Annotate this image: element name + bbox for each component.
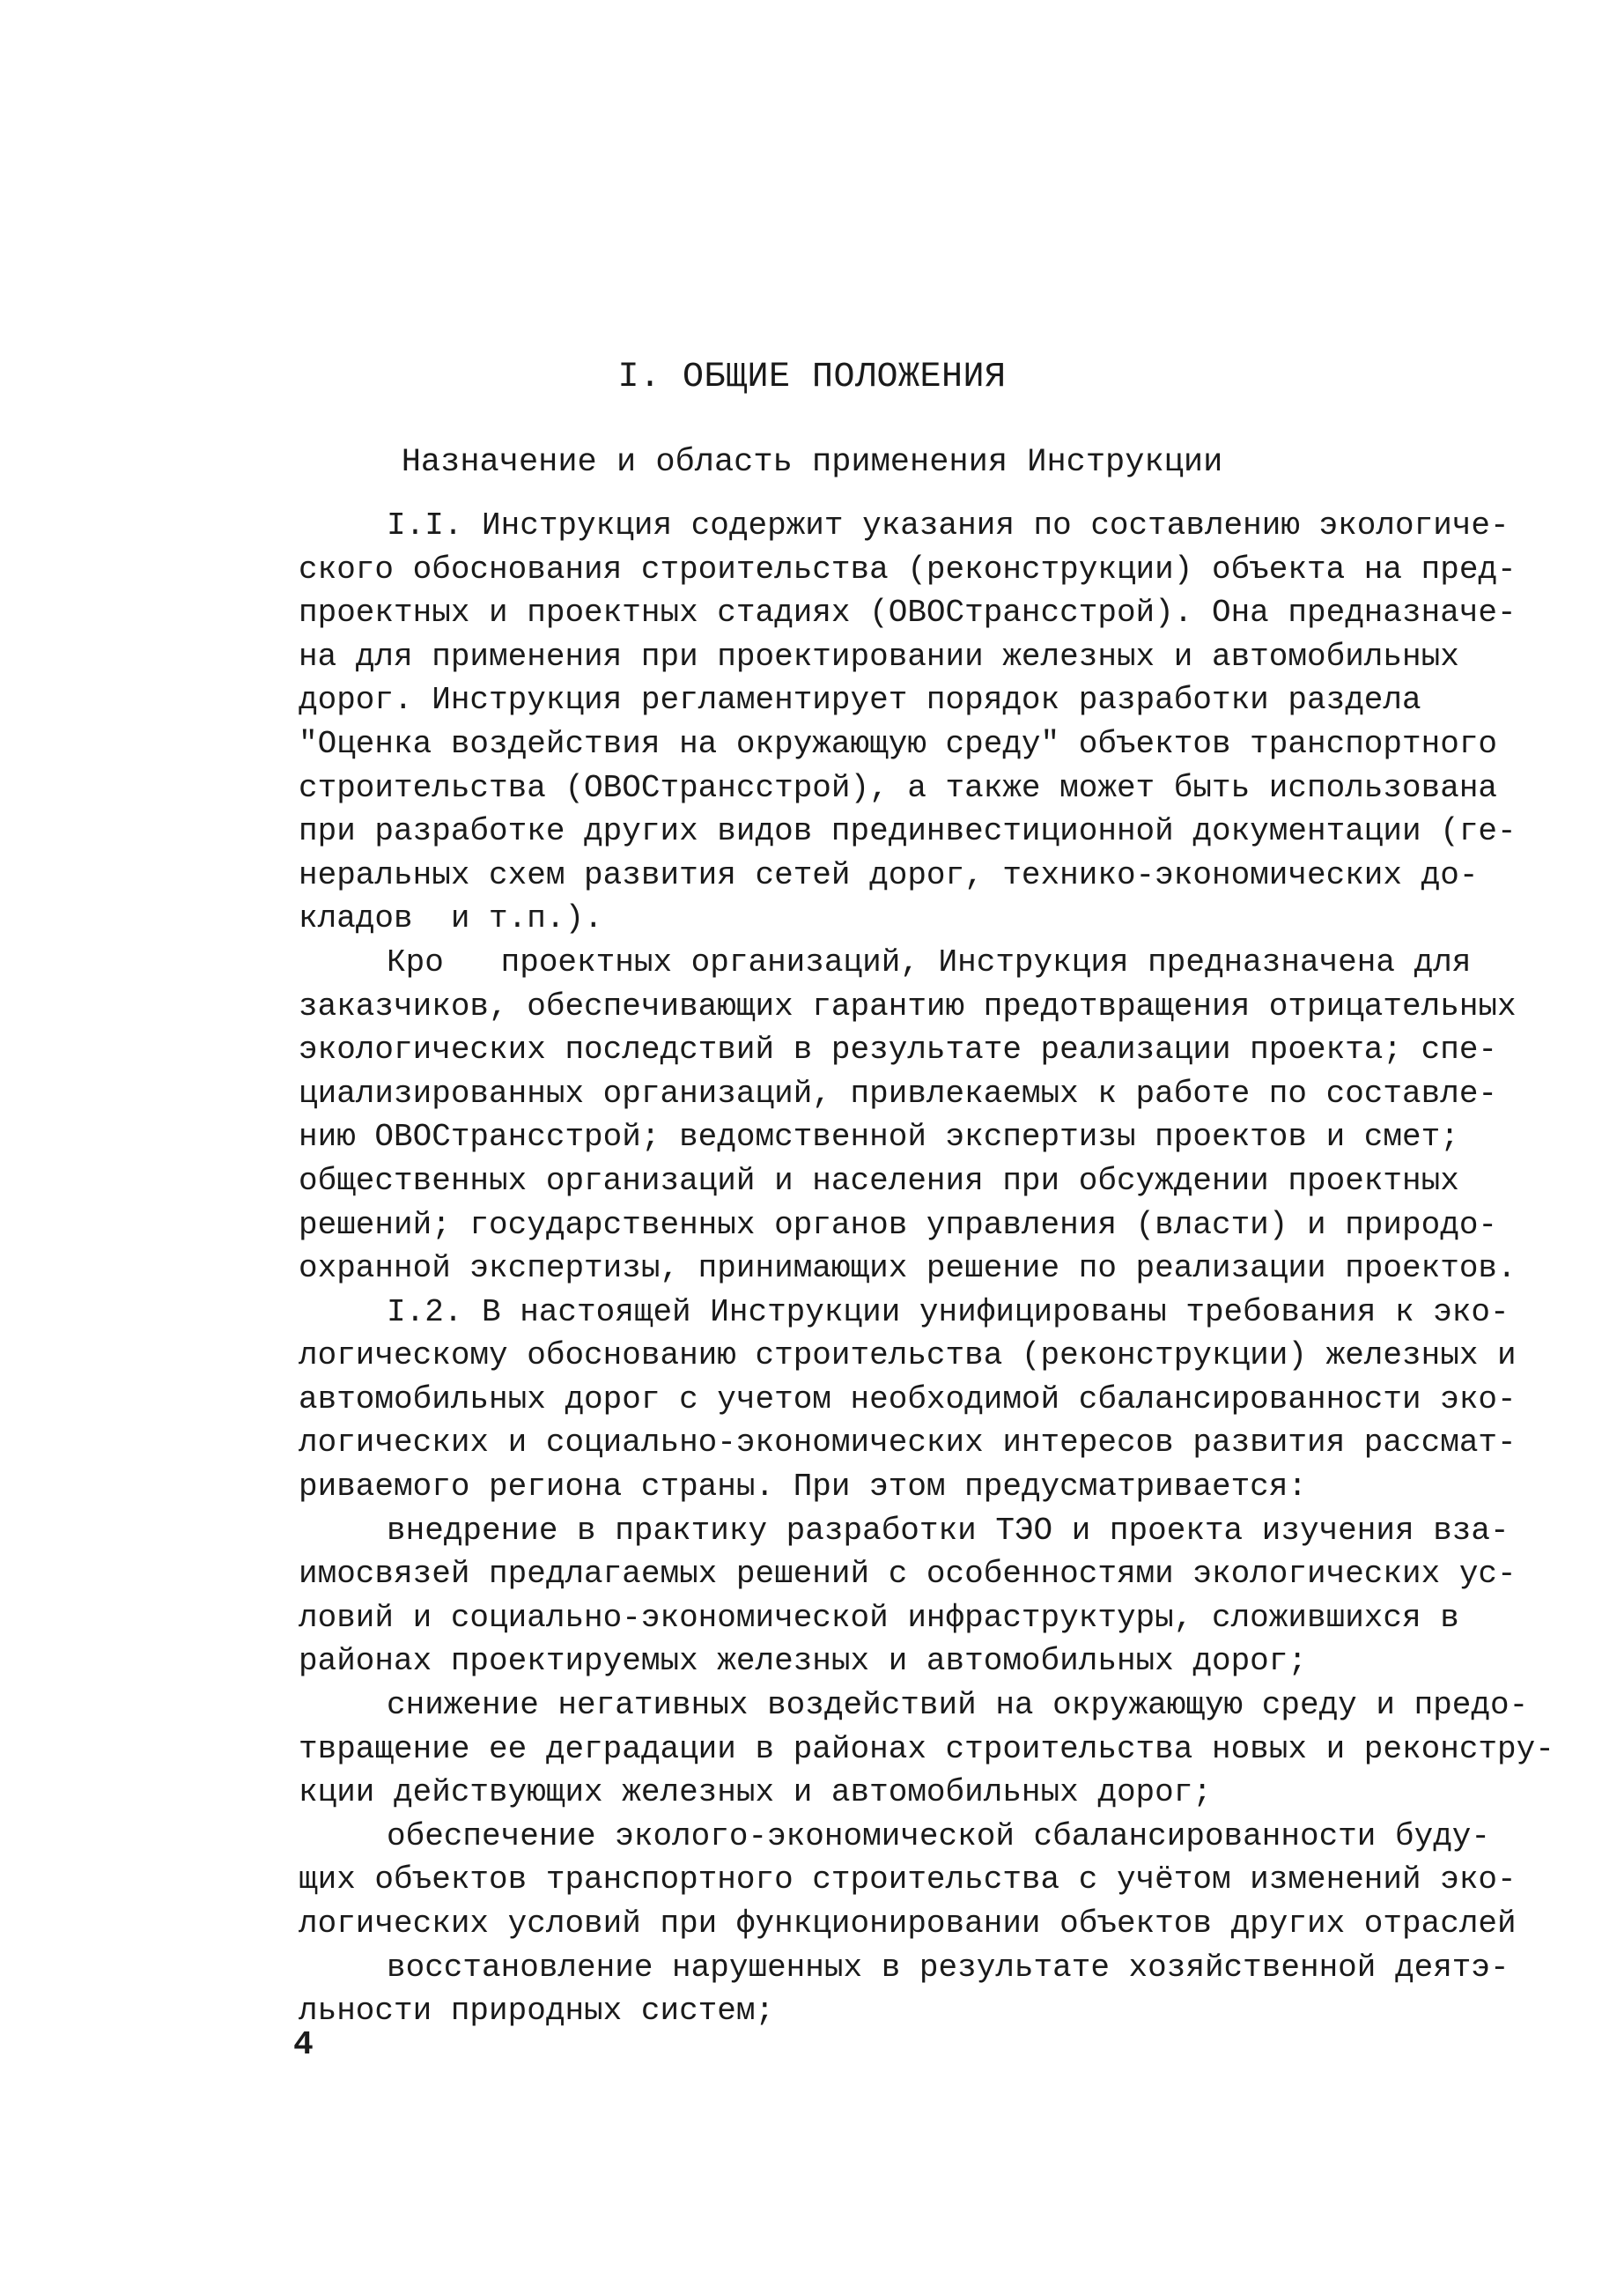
- section-title: I. ОБЩИЕ ПОЛОЖЕНИЯ: [617, 358, 1007, 397]
- text-line: кции действующих железных и автомобильных дорог;: [299, 1774, 1212, 1811]
- body-text: [299, 504, 1554, 2033]
- text-line: Кро проектных организаций, Инструкция предназначена для: [387, 943, 1472, 980]
- text-line: нию ОВОСтрансстрой; ведомственной экспертизы проектов и смет;: [299, 1119, 1459, 1156]
- text-line: льности природных систем;: [299, 1993, 775, 2030]
- text-line: решений; государственных органов управления (власти) и природо-: [299, 1206, 1498, 1243]
- text-line: при разработке других видов прединвестиционной документации (ге-: [299, 813, 1517, 850]
- text-line: логических и социально-экономических интересов развития рассмат-: [299, 1424, 1517, 1461]
- text-line: проектных и проектных стадиях (ОВОСтрансстрой). Она предназначе-: [299, 595, 1517, 632]
- text-line: имосвязей предлагаемых решений с особенностями экологических ус-: [299, 1556, 1517, 1593]
- text-line: обеспечение эколого-экономической сбалансированности буду-: [387, 1817, 1491, 1854]
- text-line: экологических последствий в результате реализации проекта; спе-: [299, 1032, 1498, 1069]
- text-line: автомобильных дорог с учетом необходимой сбалансированности эко-: [299, 1380, 1517, 1417]
- text-line: охранной экспертизы, принимающих решение по реализации проектов.: [299, 1250, 1517, 1287]
- text-line: строительства (ОВОСтрансстрой), а также может быть использована: [299, 769, 1498, 806]
- text-line: I.I. Инструкция содержит указания по составлению экологиче-: [387, 507, 1510, 544]
- text-line: логических условий при функционировании объектов других отраслей: [299, 1905, 1517, 1942]
- text-line: логическому обоснованию строительства (реконструкции) железных и: [299, 1337, 1517, 1374]
- text-line: кладов и т.п.).: [299, 900, 603, 937]
- page-number: 4: [293, 2026, 314, 2064]
- subsection-title: Назначение и область применения Инструкции: [401, 444, 1223, 481]
- text-line: "Оценка воздействия на окружающую среду" объектов транспортного: [299, 725, 1498, 762]
- text-line: неральных схем развития сетей дорог, технико-экономических до-: [299, 856, 1479, 893]
- text-line: щих объектов транспортного строительства с учётом изменений эко-: [299, 1861, 1517, 1898]
- text-line: циализированных организаций, привлекаемых к работе по составле-: [299, 1075, 1498, 1112]
- text-line: I.2. В настоящей Инструкции унифицированы требования к эко-: [387, 1293, 1510, 1330]
- text-line: дорог. Инструкция регламентирует порядок разработки раздела: [299, 682, 1421, 719]
- text-line: районах проектируемых железных и автомобильных дорог;: [299, 1643, 1307, 1680]
- text-line: снижение негативных воздействий на окружающую среду и предо-: [387, 1687, 1529, 1724]
- text-line: ского обоснования строительства (реконструкции) объекта на пред-: [299, 551, 1517, 588]
- text-line: заказчиков, обеспечивающих гарантию предотвращения отрицательных: [299, 988, 1517, 1025]
- text-line: риваемого региона страны. При этом предусматривается:: [299, 1469, 1307, 1506]
- text-line: внедрение в практику разработки ТЭО и проекта изучения вза-: [387, 1512, 1510, 1549]
- text-line: твращение ее деградации в районах строительства новых и реконстру-: [299, 1730, 1554, 1767]
- text-line: восстановление нарушенных в результате хозяйственной деятэ-: [387, 1949, 1510, 1986]
- text-line: на для применения при проектировании железных и автомобильных: [299, 638, 1459, 675]
- text-line: общественных организаций и населения при обсуждении проектных: [299, 1162, 1459, 1199]
- text-line: ловий и социально-экономической инфраструктуры, сложившихся в: [299, 1599, 1459, 1636]
